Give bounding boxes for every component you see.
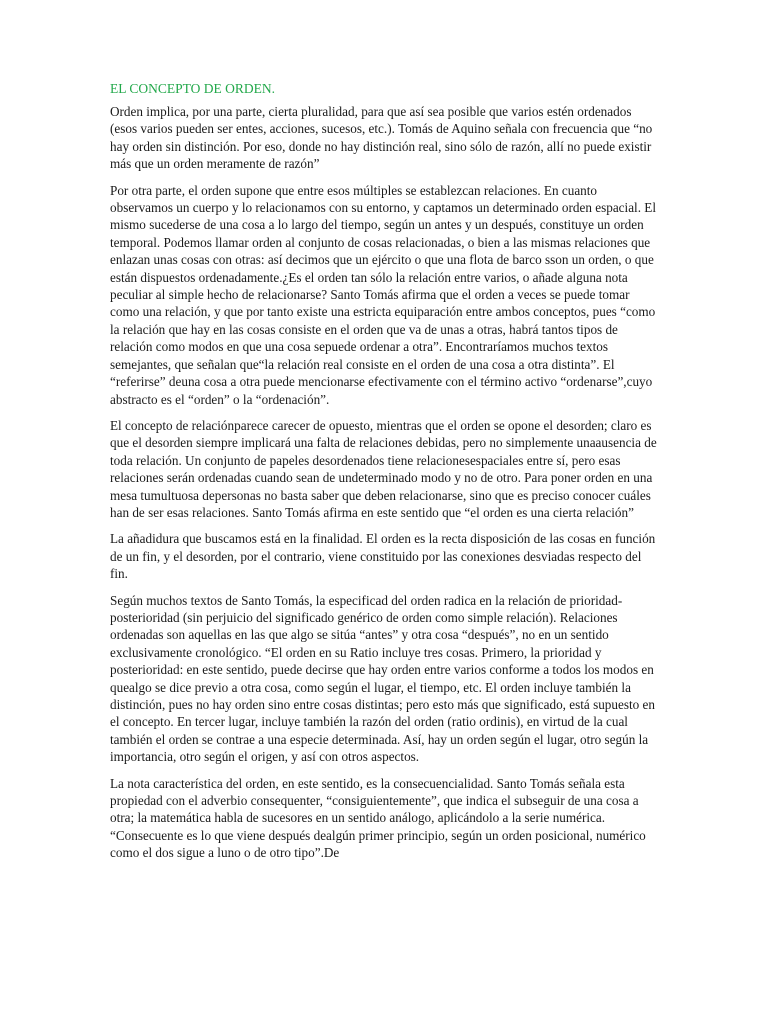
paragraph-5: Según muchos textos de Santo Tomás, la especificad del orden radica en la relación de prioridad-posterioridad (sin perjuicio del significado genérico de orden como simple relación). Relaciones ordenadas son aquellas en las que algo se sitúa “antes” y otra cosa “después”, no en un sentido exclusivamente cronológico. “El orden en su Ratio incluye tres cosas. Primero, la prioridad y posterioridad: en este sentido, puede decirse que hay orden entre varios conforme a todos los modos en quealgo se dice previo a otra cosa, como según el lugar, el tiempo, etc. El orden incluye también la distinción, pues no hay orden sino entre cosas distintas; pero esto más que significado, está supuesto en el concepto. En tercer lugar, incluye también la razón del orden (ratio ordinis), en virtud de la cual también el orden se contrae a una especie determinada. Así, hay un orden según el lugar, otro según la importancia, otro según el origen, y así con otros aspectos. [110,592,655,765]
paragraph-1: Orden implica, por una parte, cierta pluralidad, para que así sea posible que varios estén ordenados (esos varios pueden ser entes, acciones, sucesos, etc.). Tomás de Aquino señala con frecuencia que “no hay orden sin distinción. Por eso, donde no hay distinción real, sino sólo de razón, allí no puede existir más que un orden meramente de razón” [110,104,653,172]
document-title: EL CONCEPTO DE ORDEN. [110,81,275,96]
document-page [110,80,660,871]
paragraph-3: El concepto de relaciónparece carecer de opuesto, mientras que el orden se opone el desorden; claro es que el desorden siempre implicará una falta de relaciones debidas, pero no simplemente unaausencia de toda relación. Un conjunto de papeles desordenados tiene relacionesespaciales entre sí, pero esas relaciones serán ordenadas cuando sean de undeterminado modo y no de otro. Para poner orden en una mesa tumultuosa depersonas no basta saber que deben relacionarse, sino que es preciso conocer cuáles han de ser esas relaciones. Santo Tomás afirma en este sentido que “el orden es una cierta relación” [110,417,657,520]
paragraph-6: La nota característica del orden, en este sentido, es la consecuencialidad. Santo Tomás señala esta propiedad con el adverbio consequenter, “consiguientemente”, que indica el subseguir de una cosa a otra; la matemática habla de sucesores en un sentido análogo, aplicándolo a la serie numérica. “Consecuente es lo que viene después dealgún primer principio, según un orden posicional, numérico como el dos sigue a luno o de otro tipo”.De [110,775,646,861]
paragraph-2: Por otra parte, el orden supone que entre esos múltiples se establezcan relaciones. En cuanto observamos un cuerpo y lo relacionamos con su entorno, y captamos un determinado orden espacial. El mismo sucederse de una cosa a lo largo del tiempo, según un antes y un después, constituye un orden temporal. Podemos llamar orden al conjunto de cosas relacionadas, o bien a las mismas relaciones que enlazan unas cosas con otras: así decimos que un ejército o que una flota de barco sson un orden, o que están dispuestos ordenadamente.¿Es el orden tan sólo la relación entre varios, o añade alguna nota peculiar al simple hecho de relacionarse? Santo Tomás afirma que el orden a veces se puede tomar como una relación, y que por tanto existe una estricta equiparación entre ambos conceptos, pues “como la relación que hay en las cosas consiste en el orden que va de unas a otras, habrá tantos tipos de relación como modos en que una cosa sepuede ordenar a otra”. Encontraríamos muchos textos semejantes, que señalan que“la relación real consiste en el orden de una cosa a otra distinta”. El “referirse” deuna cosa a otra puede mencionarse efectivamente con el término activo “ordenarse”,cuyo abstracto es el “orden” o la “ordenación”. [110,182,657,407]
paragraph-4: La añadidura que buscamos está en la finalidad. El orden es la recta disposición de las cosas en función de un fin, y el desorden, por el contrario, viene constituido por las conexiones desviadas respecto del fin. [110,531,656,582]
